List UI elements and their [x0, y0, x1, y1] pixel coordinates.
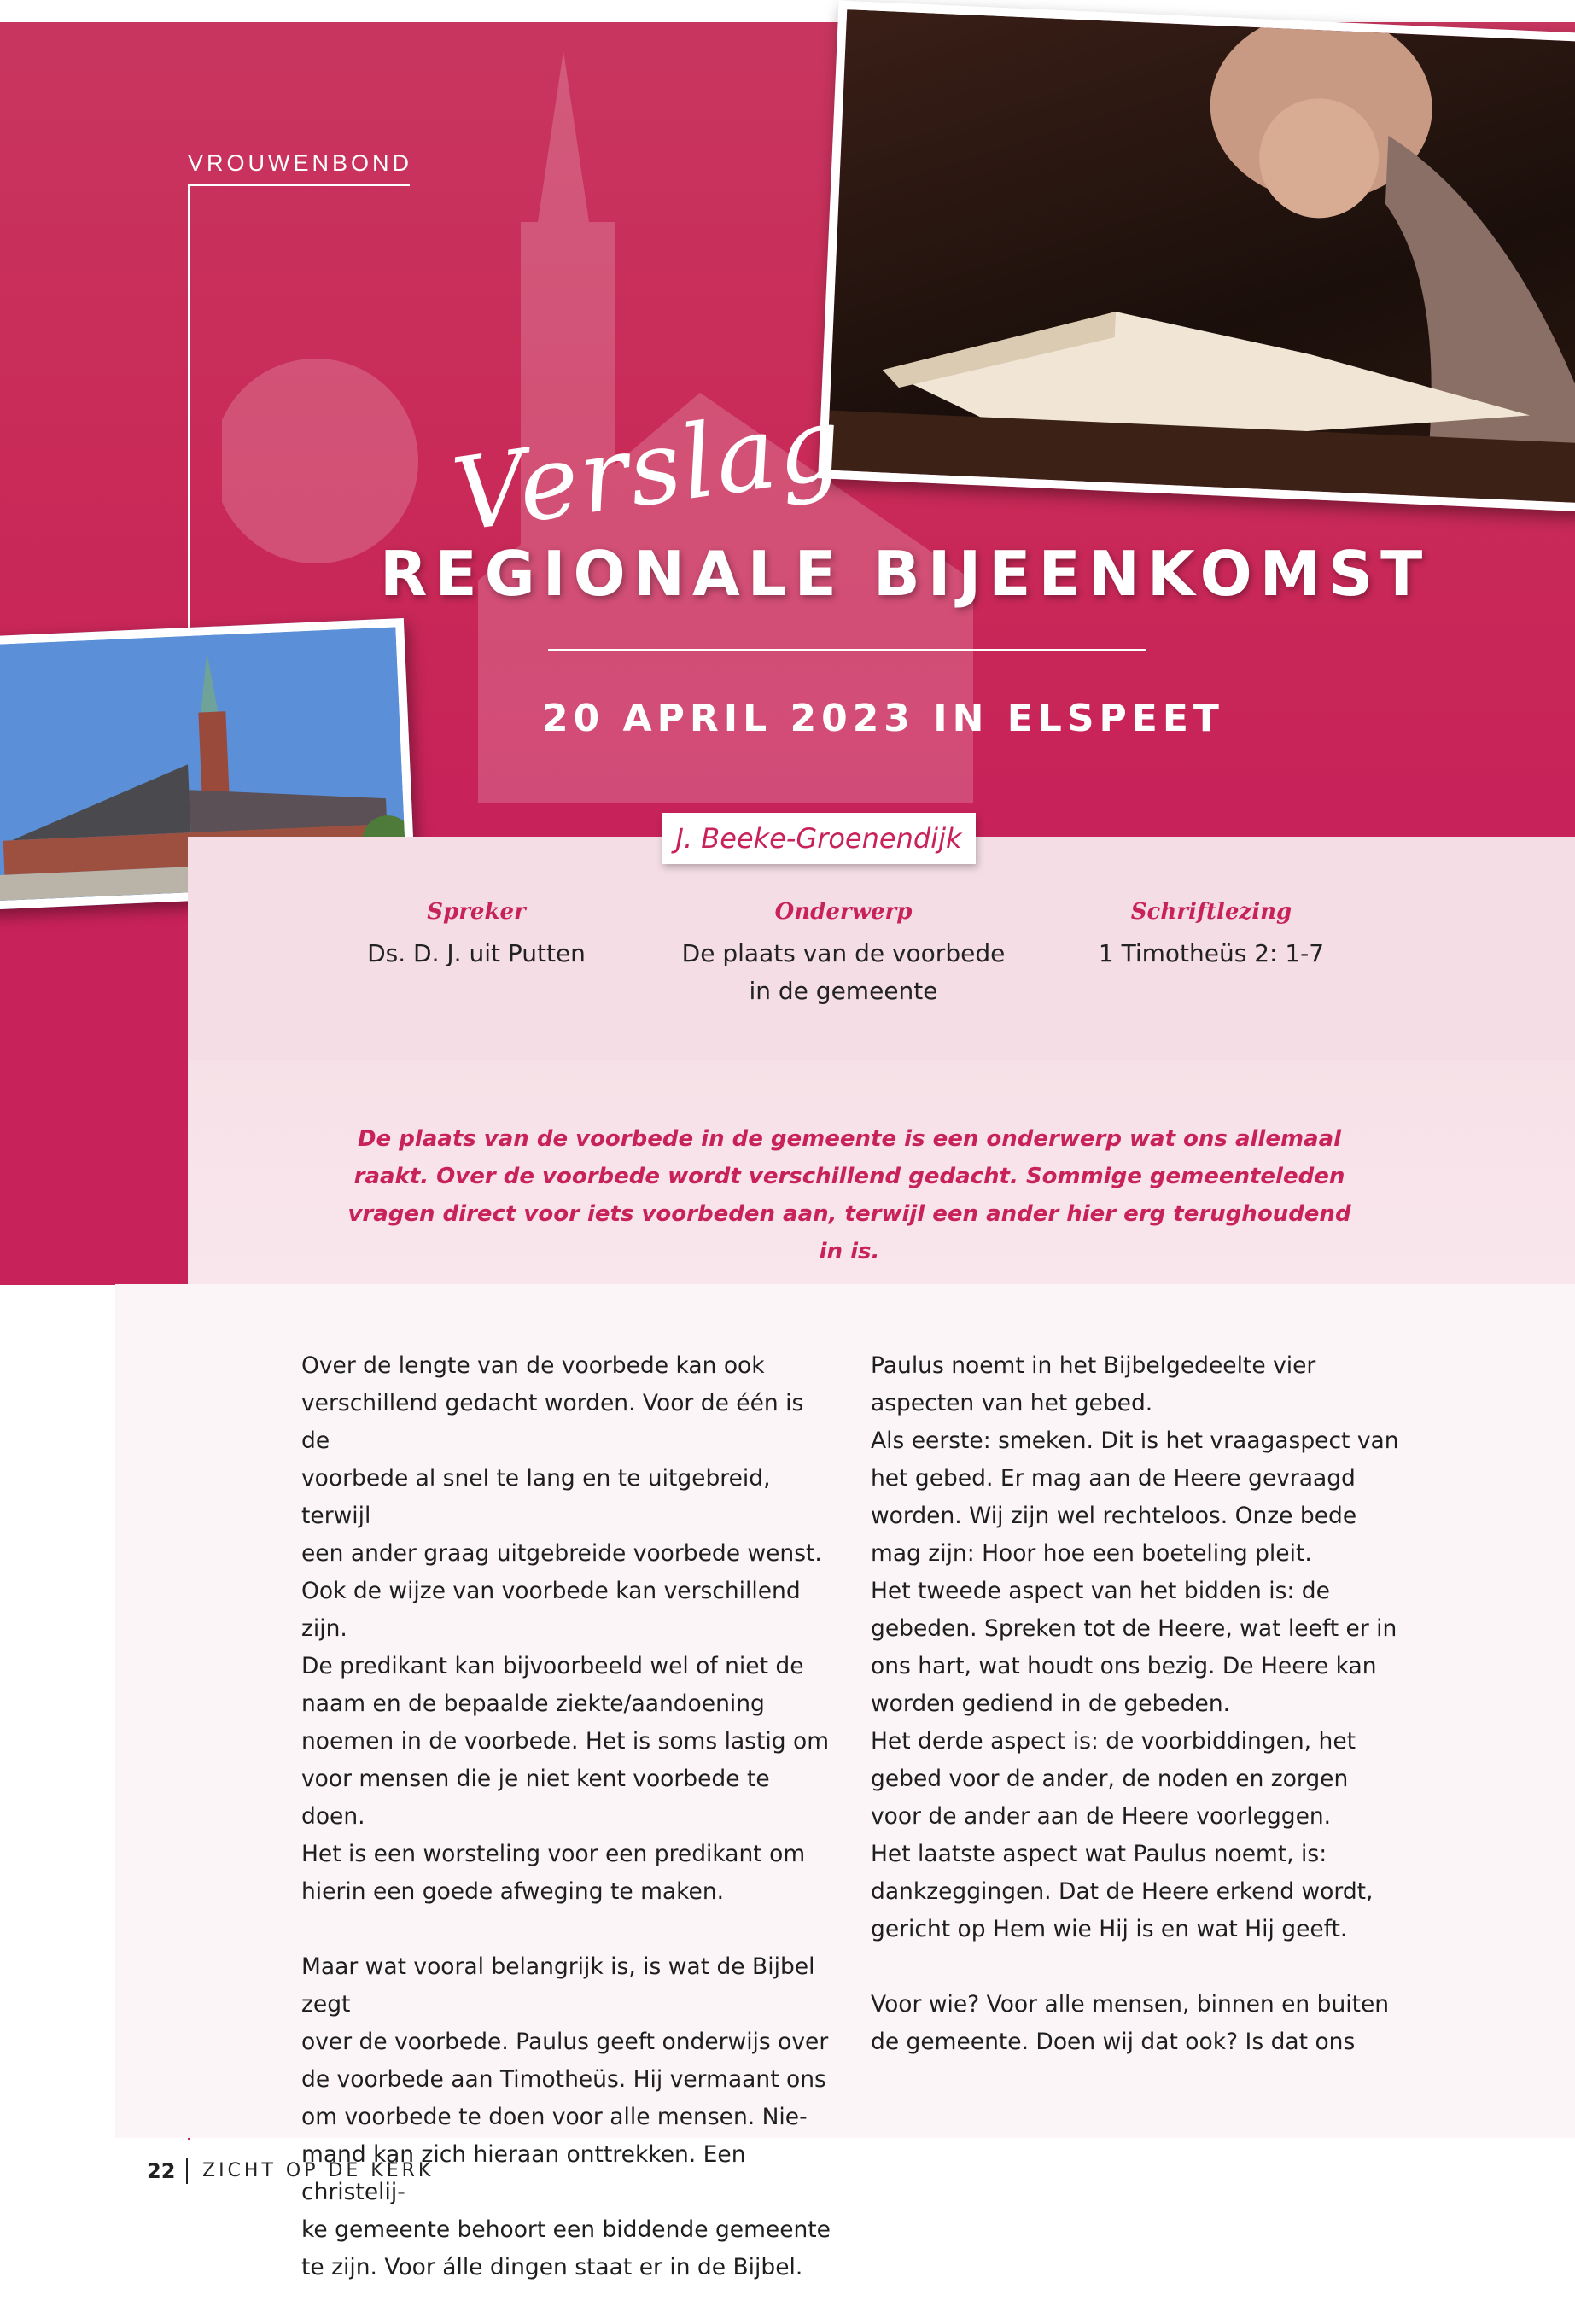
- info-spreker: [297, 899, 656, 972]
- info-schriftlezing-label: Schriftlezing: [1130, 899, 1292, 925]
- title-script: Verslag: [446, 382, 851, 555]
- prayer-photo: [818, 1, 1575, 512]
- title-rule: [548, 649, 1146, 651]
- info-onderwerp-value: De plaats van de voorbede in de gemeente: [681, 939, 1006, 1005]
- event-date: 20 APRIL 2023 IN ELSPEET: [542, 697, 1224, 740]
- magazine-name: ZICHT OP DE KERK: [202, 2160, 435, 2181]
- body-paragraph: Over de lengte van de voorbede kan ook verschillend gedacht worden. Voor de één is de voorbede al snel te lang en te uitgebreid, terwijl een ander graag uitgebreide voorbede wenst. Ook de wijze van voorbede kan verschillend zijn. De predikant kan bijvoorbeeld wel of niet de naam en de bepaalde ziekte/aandoening noemen in de voorbede. Het is soms lastig om voor mensen die je niet kent voorbede te doen. Het is een worsteling voor een predikant om hierin een goede afweging te maken.: [301, 1352, 830, 1905]
- author-label: J. Beeke-Groenendijk: [662, 813, 976, 864]
- body-paragraph: Voor wie? Voor alle mensen, binnen en buiten de gemeente. Doen wij dat ook? Is dat ons: [871, 1991, 1390, 2055]
- prayer-photo-image: [827, 9, 1575, 503]
- page-number: 22: [147, 2159, 176, 2183]
- page-title: REGIONALE BIJEENKOMST: [380, 538, 1431, 610]
- info-onderwerp: [664, 899, 1023, 1010]
- info-spreker-value: Ds. D. J. uit Putten: [367, 939, 586, 967]
- body-column-right: [871, 1347, 1400, 2099]
- footer-separator: [186, 2158, 188, 2184]
- body-paragraph: Maar wat vooral belangrijk is, is wat de Bijbel zegt over de voorbede. Paulus geeft onderwijs over de voorbede aan Timotheüs. Hij vermaant ons om voorbede te doen voor alle mensen. Nie- mand kan zich hieraan onttrekken. Een christelij- ke gemeente behoort een biddende gemeente te zijn. Voor álle dingen staat er in de Bijbel.: [301, 1953, 831, 2280]
- section-label-rule: [188, 184, 410, 186]
- info-schriftlezing: [1032, 899, 1391, 972]
- section-label: VROUWENBOND: [188, 150, 413, 176]
- info-onderwerp-label: Onderwerp: [774, 899, 913, 925]
- body-paragraph: Paulus noemt in het Bijbelgedeelte vier aspecten van het gebed. Als eerste: smeken. Dit is het vraagaspect van het gebed. Er mag aan de Heere gevraagd worden. Wij zijn wel rechteloos. Onze bede mag zijn: Hoor hoe een boeteling pleit. Het tweede aspect van het bidden is: de gebeden. Spreken tot de Heere, wat leeft er in ons hart, wat houdt ons bezig. De Heere kan worden gediend in de gebeden. Het derde aspect is: de voorbiddingen, het gebed voor de ander, de noden en zorgen voor de ander aan de Heere voorleggen. Het laatste aspect wat Paulus noemt, is: dankzeggingen. Dat de Heere erkend wordt, gericht op Hem wie Hij is en wat Hij geeft.: [871, 1352, 1399, 1942]
- info-spreker-label: Spreker: [427, 899, 526, 925]
- intro-text: De plaats van de voorbede in de gemeente is een onderwerp wat ons allemaal raakt. Over de voorbede wordt verschillend gedacht. Sommige gemeenteleden vragen direct voor iets voorbeden aan, terwijl een ander hier erg terughoudend in is.: [347, 1126, 1351, 1264]
- info-schriftlezing-value: 1 Timotheüs 2: 1-7: [1098, 939, 1325, 967]
